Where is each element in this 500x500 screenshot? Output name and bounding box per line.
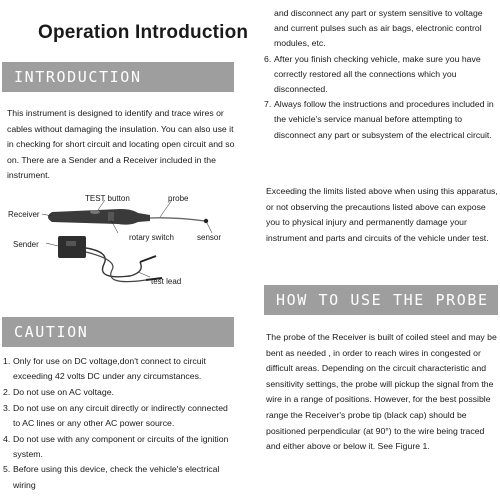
caution-heading: CAUTION bbox=[2, 317, 234, 347]
page-title: Operation Introduction bbox=[38, 22, 249, 43]
item-text: After you finish checking vehicle, make sure you have correctly restored all the connections which you disconnected. bbox=[274, 53, 481, 95]
item-number: 1. bbox=[3, 356, 11, 366]
list-item bbox=[3, 462, 237, 492]
test-lead-label: test lead bbox=[151, 277, 182, 286]
item-text: Only for use on DC voltage,don't connect to circuit exceeding 42 volts DC under any circumstances. bbox=[13, 356, 206, 382]
list-item bbox=[264, 52, 498, 98]
introduction-heading: INTRODUCTION bbox=[2, 62, 234, 92]
item-number: 7. bbox=[264, 99, 272, 110]
test-button-label: TEST button bbox=[85, 194, 130, 203]
how-to-use-heading: HOW TO USE THE PROBE bbox=[264, 285, 498, 315]
item-text: Always follow the instructions and procedures included in the vehicle's service manual before attempting to disconnect any part or subsystem of the electrical circuit. bbox=[274, 99, 494, 140]
item-number: 3. bbox=[3, 402, 11, 413]
item-number: 4. bbox=[3, 433, 11, 444]
sender-label: Sender bbox=[13, 240, 39, 249]
list-item bbox=[3, 354, 237, 384]
warning-paragraph: Exceeding the limits listed above when using this apparatus, or not observing the precautions listed above can expose you to physical injury and permanently damage your instrument and parts and circuits of the vehicle under test. bbox=[266, 186, 498, 243]
rotary-switch-label: rotary switch bbox=[129, 233, 174, 242]
probe-wire bbox=[150, 218, 205, 221]
caution-list bbox=[3, 354, 237, 493]
list-item bbox=[3, 401, 237, 431]
receiver-label: Receiver bbox=[8, 210, 40, 219]
how-to-use-text: The probe of the Receiver is built of coiled steel and may be bent as needed , in order to reach wires in congested or difficult areas. Depending on the circuit characteristic and sensitivity settings, the probe will pickup the signal from the wire in a range of positions. However, for the best possible range the Receiver's probe tip (black cap) should be positioned perpendicular (at 90°) to the wire being traced and either above or below it. See Figure 1. bbox=[266, 332, 497, 452]
sender-body bbox=[58, 236, 86, 258]
probe-tip bbox=[204, 219, 208, 223]
caution-list-continued bbox=[264, 6, 498, 143]
item-number: 6. bbox=[264, 53, 272, 64]
sensor-label: sensor bbox=[197, 233, 222, 242]
probe-label: probe bbox=[168, 194, 189, 203]
introduction-text: This instrument is designed to identify and trace wires or cables without damaging the insulation. You can also use it in checking for short circuit and locating open circuit and so on. There are a Sender and a Receiver included in the instrument. bbox=[7, 108, 235, 181]
item-text: Do not use on AC voltage. bbox=[13, 386, 114, 397]
list-item bbox=[3, 385, 237, 400]
list-item bbox=[264, 97, 498, 143]
test-lead-wire bbox=[86, 248, 141, 277]
test-button-shape bbox=[90, 210, 100, 214]
item-text: Do not use on any circuit directly or indirectly connected to AC lines or any other AC power source. bbox=[13, 402, 228, 428]
item-text: Do not use with any component or circuits of the ignition system. bbox=[13, 433, 229, 459]
item-number: 5. bbox=[3, 464, 11, 475]
item-text: and disconnect any part or system sensitive to voltage and current pulses such as air bags, electronic control modules, etc. bbox=[274, 8, 483, 49]
list-item bbox=[3, 432, 237, 462]
rotary-switch-shape bbox=[108, 212, 114, 221]
list-item bbox=[264, 6, 498, 52]
item-text: Before using this device, check the vehicle's electrical wiring bbox=[13, 464, 220, 490]
item-number: 2. bbox=[3, 386, 11, 397]
